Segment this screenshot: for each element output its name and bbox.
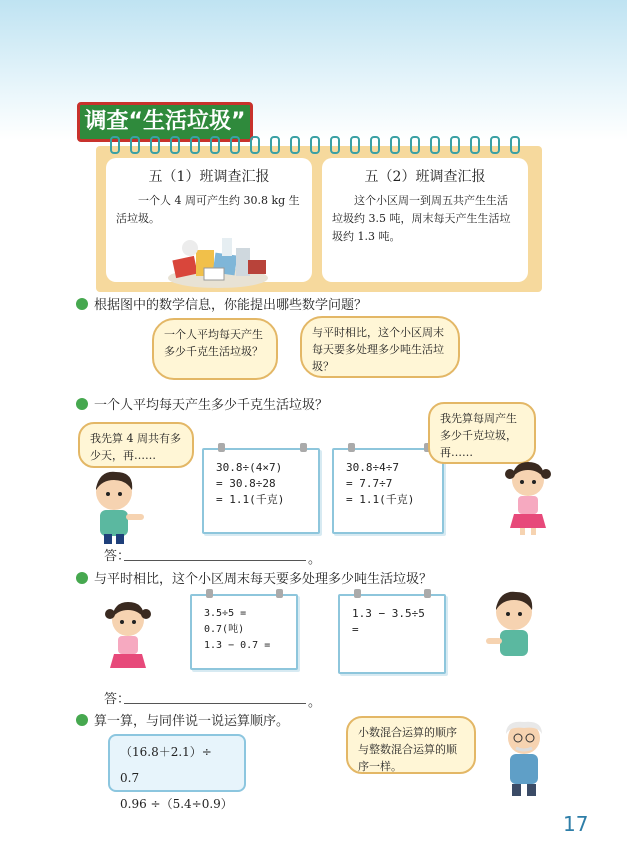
bullet-icon — [76, 398, 88, 410]
speech-bubble-teacher: 小数混合运算的顺序与整数混合运算的顺序一样。 — [346, 716, 476, 774]
calc3-line-1: 3.5÷5 = 0.7(吨) — [204, 608, 247, 635]
report1-heading: 五（1）班调查汇报 — [148, 169, 270, 185]
speech-bubble-1: 一个人平均每天产生多少千克生活垃圾？ — [152, 318, 278, 380]
calc4-line-1: 1.3 − 3.5÷5 — [352, 607, 425, 620]
bullet-icon — [76, 714, 88, 726]
report2-text: 这个小区周一到周五共产生生活垃圾约 3.5 吨，周末每天产生生活垃圾约 1.3 吨。 — [332, 194, 511, 243]
answer-blank[interactable] — [124, 560, 306, 561]
expression-2: 0.96 ÷（5.4÷0.9） — [120, 797, 233, 811]
question-2: 一个人平均每天产生多少千克生活垃圾？ — [94, 398, 329, 413]
expression-1: （16.8＋2.1）÷ 0.7 — [120, 745, 212, 785]
answer-end: 。 — [308, 695, 322, 710]
speech-bubble-girl: 我先算每周产生多少千克垃圾，再…… — [428, 402, 536, 464]
report-board — [96, 146, 542, 292]
question-4: 算一算，与同伴说一说运算顺序。 — [94, 714, 290, 729]
answer-label: 答： — [104, 692, 131, 707]
calc1-line-1: 30.8÷(4×7) — [216, 461, 283, 474]
question-3: 与平时相比，这个小区周末每天要多处理多少吨生活垃圾？ — [94, 572, 433, 587]
calc-card-3 — [190, 594, 298, 670]
boy-character-image — [484, 588, 544, 666]
page-number: 17 — [563, 812, 589, 836]
calc-card-4 — [338, 594, 446, 674]
garbage-pile-image — [166, 230, 271, 290]
expression-box — [108, 734, 246, 811]
boy-character-image — [86, 468, 146, 546]
speech-bubble-boy: 我先算 4 周共有多少天，再…… — [78, 422, 194, 468]
teacher-character-image — [494, 716, 554, 798]
calc-card-1 — [202, 448, 320, 534]
section-title: 调查“生活垃圾” — [77, 102, 253, 142]
answer-blank[interactable] — [124, 703, 306, 704]
question-1: 根据图中的数学信息，你能提出哪些数学问题？ — [94, 298, 368, 313]
girl-character-image — [100, 596, 156, 676]
report1-text: 一个人 4 周可产生约 30.8 kg 生活垃圾。 — [116, 194, 300, 225]
calc3-line-2: 1.3 − 0.7 = — [204, 640, 271, 651]
report-panel-2 — [322, 158, 528, 282]
girl-character-image — [500, 456, 556, 536]
bullet-icon — [76, 572, 88, 584]
speech-bubble-2: 与平时相比，这个小区周末每天要多处理多少吨生活垃圾？ — [300, 316, 460, 378]
answer-label: 答： — [104, 549, 131, 564]
bullet-icon — [76, 298, 88, 310]
calc2-line-1: 30.8÷4÷7 — [346, 461, 399, 474]
calc-card-2 — [332, 448, 444, 534]
report-panel-1 — [106, 158, 312, 282]
calc1-line-3: = 1.1(千克) — [216, 493, 285, 506]
answer-end: 。 — [308, 552, 322, 567]
calc2-line-3: = 1.1(千克) — [346, 493, 415, 506]
calc4-line-2: = — [352, 623, 359, 636]
report2-heading: 五（2）班调查汇报 — [364, 169, 486, 185]
calc1-line-2: = 30.8÷28 — [216, 477, 276, 490]
calc2-line-2: = 7.7÷7 — [346, 477, 393, 490]
